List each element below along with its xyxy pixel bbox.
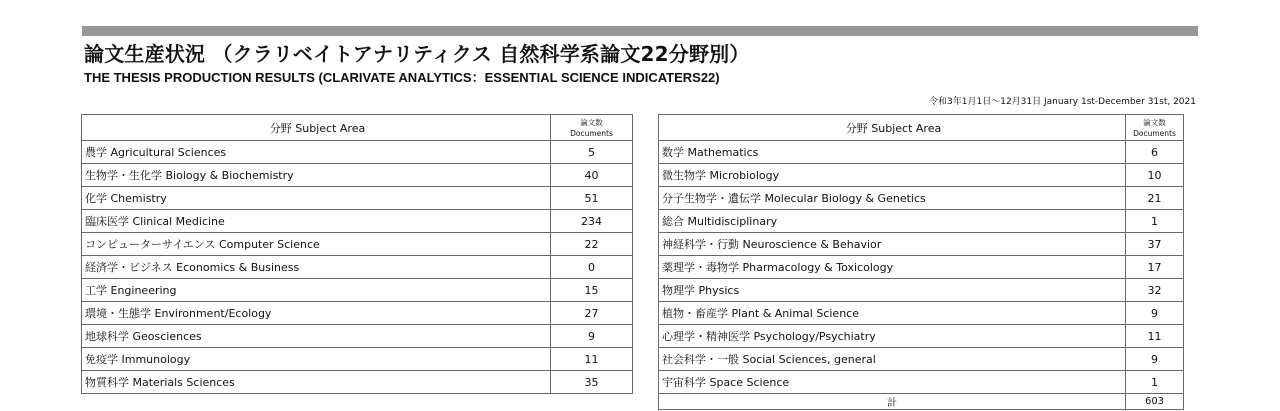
table-row <box>82 141 633 164</box>
document-count-cell: 9 <box>1126 348 1184 371</box>
table-row <box>659 210 1184 233</box>
subject-area-cell: 微生物学 Microbiology <box>659 164 1126 187</box>
subject-area-cell: 地球科学 Geosciences <box>82 325 551 348</box>
subject-area-cell: 心理学・精神医学 Psychology/Psychiatry <box>659 325 1126 348</box>
header-subject-area: 分野 Subject Area <box>82 115 551 141</box>
table-row <box>82 371 633 394</box>
total-row <box>659 394 1184 410</box>
subject-area-cell: 神経科学・行動 Neuroscience & Behavior <box>659 233 1126 256</box>
total-value: 603 <box>1126 394 1184 410</box>
subject-area-cell: 植物・畜産学 Plant & Animal Science <box>659 302 1126 325</box>
table-row <box>659 256 1184 279</box>
document-count-cell: 22 <box>551 233 633 256</box>
document-count-cell: 17 <box>1126 256 1184 279</box>
header-documents <box>551 115 633 141</box>
document-count-cell: 0 <box>551 256 633 279</box>
table-row <box>659 141 1184 164</box>
document-count-cell: 5 <box>551 141 633 164</box>
document-count-cell: 10 <box>1126 164 1184 187</box>
subject-area-cell: 免疫学 Immunology <box>82 348 551 371</box>
document-count-cell: 51 <box>551 187 633 210</box>
subject-area-cell: 物質科学 Materials Sciences <box>82 371 551 394</box>
document-count-cell: 1 <box>1126 371 1184 394</box>
document-count-cell: 37 <box>1126 233 1184 256</box>
table-row <box>82 164 633 187</box>
document-count-cell: 40 <box>551 164 633 187</box>
subject-table-left <box>81 114 633 394</box>
total-label: 計 <box>659 394 1126 410</box>
table-row <box>82 187 633 210</box>
subject-area-cell: 工学 Engineering <box>82 279 551 302</box>
subject-area-cell: 宇宙科学 Space Science <box>659 371 1126 394</box>
table-row <box>82 302 633 325</box>
subject-area-cell: 農学 Agricultural Sciences <box>82 141 551 164</box>
document-count-cell: 234 <box>551 210 633 233</box>
table-row <box>659 348 1184 371</box>
document-count-cell: 27 <box>551 302 633 325</box>
table-row <box>82 279 633 302</box>
table-row <box>82 233 633 256</box>
page-subtitle: THE THESIS PRODUCTION RESULTS (CLARIVATE ANALYTICS：ESSENTIAL SCIENCE INDICATERS22) <box>84 70 720 85</box>
subject-table-right <box>658 114 1184 410</box>
document-count-cell: 15 <box>551 279 633 302</box>
subject-area-cell: 社会科学・一般 Social Sciences, general <box>659 348 1126 371</box>
header-documents <box>1126 115 1184 141</box>
document-count-cell: 21 <box>1126 187 1184 210</box>
table-row <box>82 256 633 279</box>
document-count-cell: 6 <box>1126 141 1184 164</box>
subject-area-cell: 薬理学・毒物学 Pharmacology & Toxicology <box>659 256 1126 279</box>
table-header-row <box>659 115 1184 141</box>
table-row <box>659 164 1184 187</box>
table-row <box>82 210 633 233</box>
document-count-cell: 11 <box>551 348 633 371</box>
table-row <box>659 233 1184 256</box>
subject-area-cell: 総合 Multidisciplinary <box>659 210 1126 233</box>
table-row <box>659 187 1184 210</box>
subject-area-cell: 数学 Mathematics <box>659 141 1126 164</box>
document-count-cell: 9 <box>551 325 633 348</box>
document-count-cell: 32 <box>1126 279 1184 302</box>
header-documents-en: Documents <box>1133 128 1176 138</box>
subject-area-cell: 環境・生態学 Environment/Ecology <box>82 302 551 325</box>
header-bar <box>82 26 1198 36</box>
header-documents-en: Documents <box>570 128 613 138</box>
table-header-row <box>82 115 633 141</box>
document-count-cell: 9 <box>1126 302 1184 325</box>
subject-area-cell: 物理学 Physics <box>659 279 1126 302</box>
table-row <box>82 348 633 371</box>
subject-area-cell: 臨床医学 Clinical Medicine <box>82 210 551 233</box>
table-row <box>659 325 1184 348</box>
table-row <box>659 279 1184 302</box>
subject-area-cell: 化学 Chemistry <box>82 187 551 210</box>
header-documents-ja: 論文数 <box>1143 117 1166 127</box>
document-count-cell: 11 <box>1126 325 1184 348</box>
document-count-cell: 35 <box>551 371 633 394</box>
document-count-cell: 1 <box>1126 210 1184 233</box>
period-label: 令和3年1月1日～12月31日 January 1st-December 31st, 2021 <box>929 97 1196 107</box>
subject-area-cell: 生物学・生化学 Biology & Biochemistry <box>82 164 551 187</box>
page-title: 論文生産状況 （クラリベイトアナリティクス 自然科学系論文22分野別） <box>84 42 750 66</box>
table-row <box>659 302 1184 325</box>
subject-area-cell: 分子生物学・遺伝学 Molecular Biology & Genetics <box>659 187 1126 210</box>
subject-area-cell: 経済学・ビジネス Economics & Business <box>82 256 551 279</box>
table-row <box>82 325 633 348</box>
table-row <box>659 371 1184 394</box>
subject-area-cell: コンピューターサイエンス Computer Science <box>82 233 551 256</box>
header-subject-area: 分野 Subject Area <box>659 115 1126 141</box>
header-documents-ja: 論文数 <box>580 117 603 127</box>
